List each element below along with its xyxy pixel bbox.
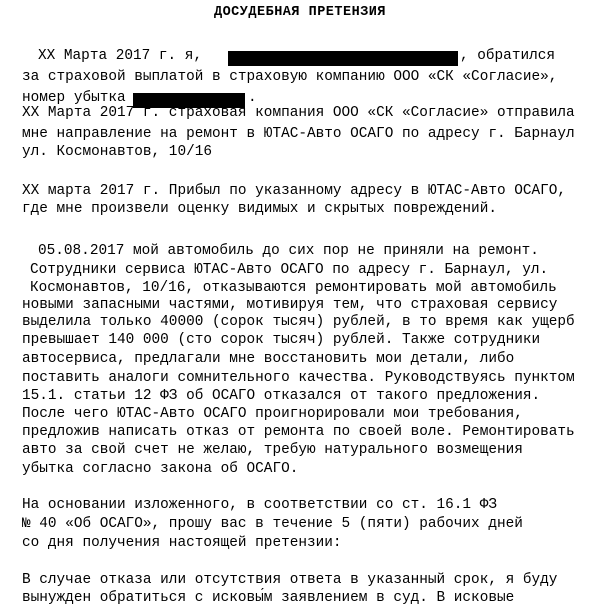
p4-line1: На основании изложенного, в соответствии со ст. 16.1 ФЗ [22, 497, 497, 513]
p4-line3: со дня получения настоящей претензии: [22, 535, 342, 551]
p2-line2: где мне произвели оценку видимых и скрытых повреждений. [22, 201, 497, 217]
p4-line2: № 40 «Об ОСАГО», прошу вас в течение 5 (пяти) рабочих дней [22, 516, 523, 532]
p1-line1-start: XX Марта 2017 г. я, [38, 48, 203, 64]
p5-line1: В случае отказа или отсутствия ответа в указанный срок, я буду [22, 572, 558, 588]
p3-line3: Космонавтов, 10/16, отказываются ремонтировать мой автомобиль [30, 280, 557, 296]
p1-line3-end: . [248, 90, 257, 106]
p3-line5: выделила только 40000 (сорок тысяч) рублей, в то время как ущерб [22, 314, 575, 330]
p1-line5: мне направление на ремонт в ЮТАС-Авто ОСАГО по адресу г. Барнаул [22, 126, 575, 142]
p3-line10: После чего ЮТАС-Авто ОСАГО проигнорировали мои требования, [22, 406, 523, 422]
p3-line4: новыми запасными частями, мотивируя тем, что страховая сервису [22, 297, 558, 313]
p5-line2: вынужден обратиться с исковы́м заявлением в суд. В исковые [22, 590, 515, 606]
redacted-name [228, 51, 458, 66]
p3-line2: Сотрудники сервиса ЮТАС-Авто ОСАГО по адресу г. Барнаул, ул. [30, 262, 549, 278]
p3-line13: убытка согласно закона об ОСАГО. [22, 461, 299, 477]
p2-line1: XX марта 2017 г. Прибыл по указанному адресу в ЮТАС-Авто ОСАГО, [22, 183, 567, 199]
p1-line3-start: номер убытка [22, 90, 126, 106]
p3-line7: автосервиса, предлагали мне восстановить мои детали, либо [22, 351, 515, 367]
p1-line6: ул. Космонавтов, 10/16 [22, 144, 212, 160]
document-title: ДОСУДЕБНАЯ ПРЕТЕНЗИЯ [213, 5, 387, 20]
p3-line1: 05.08.2017 мой автомобиль до сих пор не приняли на ремонт. [38, 243, 539, 259]
p1-line4: XX Марта 2017 г. страховая компания ООО «СК «Согласие» отправила [22, 105, 575, 121]
p1-line2: за страховой выплатой в страховую компанию ООО «СК «Согласие», [22, 69, 558, 85]
p1-line1-end: , обратился [460, 48, 555, 64]
p3-line11: предложив написать отказ от ремонта по своей воле. Ремонтировать [22, 424, 575, 440]
p3-line8: поставить аналоги сомнительного качества. Руководствуясь пунктом [22, 370, 575, 386]
p3-line9: 15.1. статьи 12 ФЗ об ОСАГО отказался от такого предложения. [22, 388, 541, 404]
p3-line6: превышает 140 000 (сто сорок тысяч) рублей. Также сотрудники [22, 332, 541, 348]
p3-line12: авто за свой счет не желаю, требую натурального возмещения [22, 442, 523, 458]
